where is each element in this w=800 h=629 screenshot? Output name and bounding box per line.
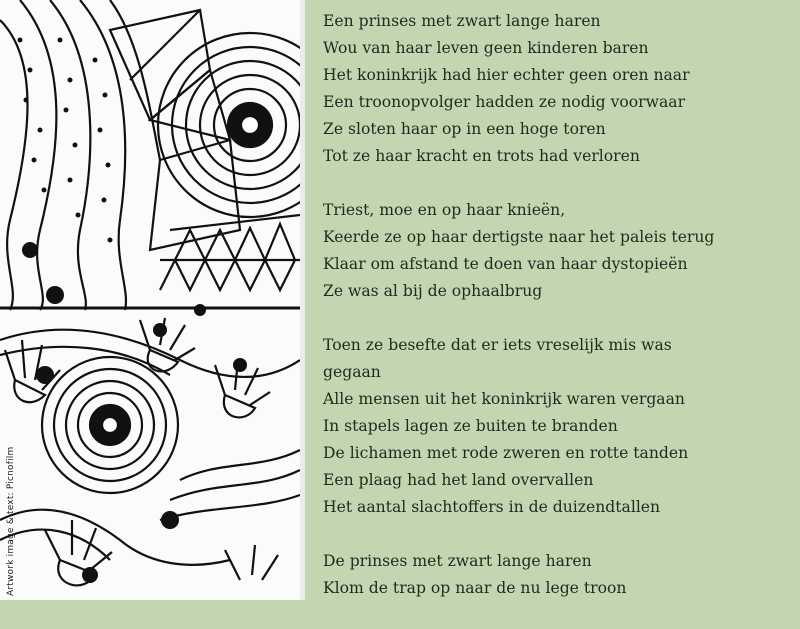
stanza	[323, 8, 793, 170]
poem-line: Een plaag had het land overvallen	[323, 471, 594, 489]
poem-line: Klaar om afstand te doen van haar dystopieën	[323, 255, 688, 273]
poem-line: De prinses met zwart lange haren	[323, 552, 592, 570]
stanza	[323, 197, 793, 305]
poem-line: Triest, moe en op haar knieën,	[323, 201, 566, 219]
poem-line: Toen ze besefte dat er iets vreselijk mis was gegaan	[323, 336, 672, 381]
doodle-art	[0, 0, 300, 600]
stanza	[323, 548, 793, 602]
image-credit: Artwork image & text: Picnofilm	[6, 446, 16, 596]
poem-line: Een troonopvolger hadden ze nodig voorwaar	[323, 93, 686, 111]
poem-line: Ze sloten haar op in een hoge toren	[323, 120, 606, 138]
poem-line: Het aantal slachtoffers in de duizendtallen	[323, 498, 661, 516]
stanza	[323, 332, 793, 521]
poem-line: In stapels lagen ze buiten te branden	[323, 417, 618, 435]
poem-line: Keerde ze op haar dertigste naar het paleis terug	[323, 228, 715, 246]
poem-line: De lichamen met rode zweren en rotte tanden	[323, 444, 689, 462]
poem-line: Een prinses met zwart lange haren	[323, 12, 601, 30]
poem-text	[323, 8, 793, 629]
poem-line: Klom de trap op naar de nu lege troon	[323, 579, 627, 597]
poem-line: Alle mensen uit het koninkrijk waren vergaan	[323, 390, 685, 408]
artwork-image	[0, 0, 300, 600]
panel-divider	[300, 0, 305, 600]
poem-line: Tot ze haar kracht en trots had verloren	[323, 147, 640, 165]
poem-line: Wou van haar leven geen kinderen baren	[323, 39, 649, 57]
poem-line: Het koninkrijk had hier echter geen oren naar	[323, 66, 690, 84]
poem-line: Ze was al bij de ophaalbrug	[323, 282, 543, 300]
